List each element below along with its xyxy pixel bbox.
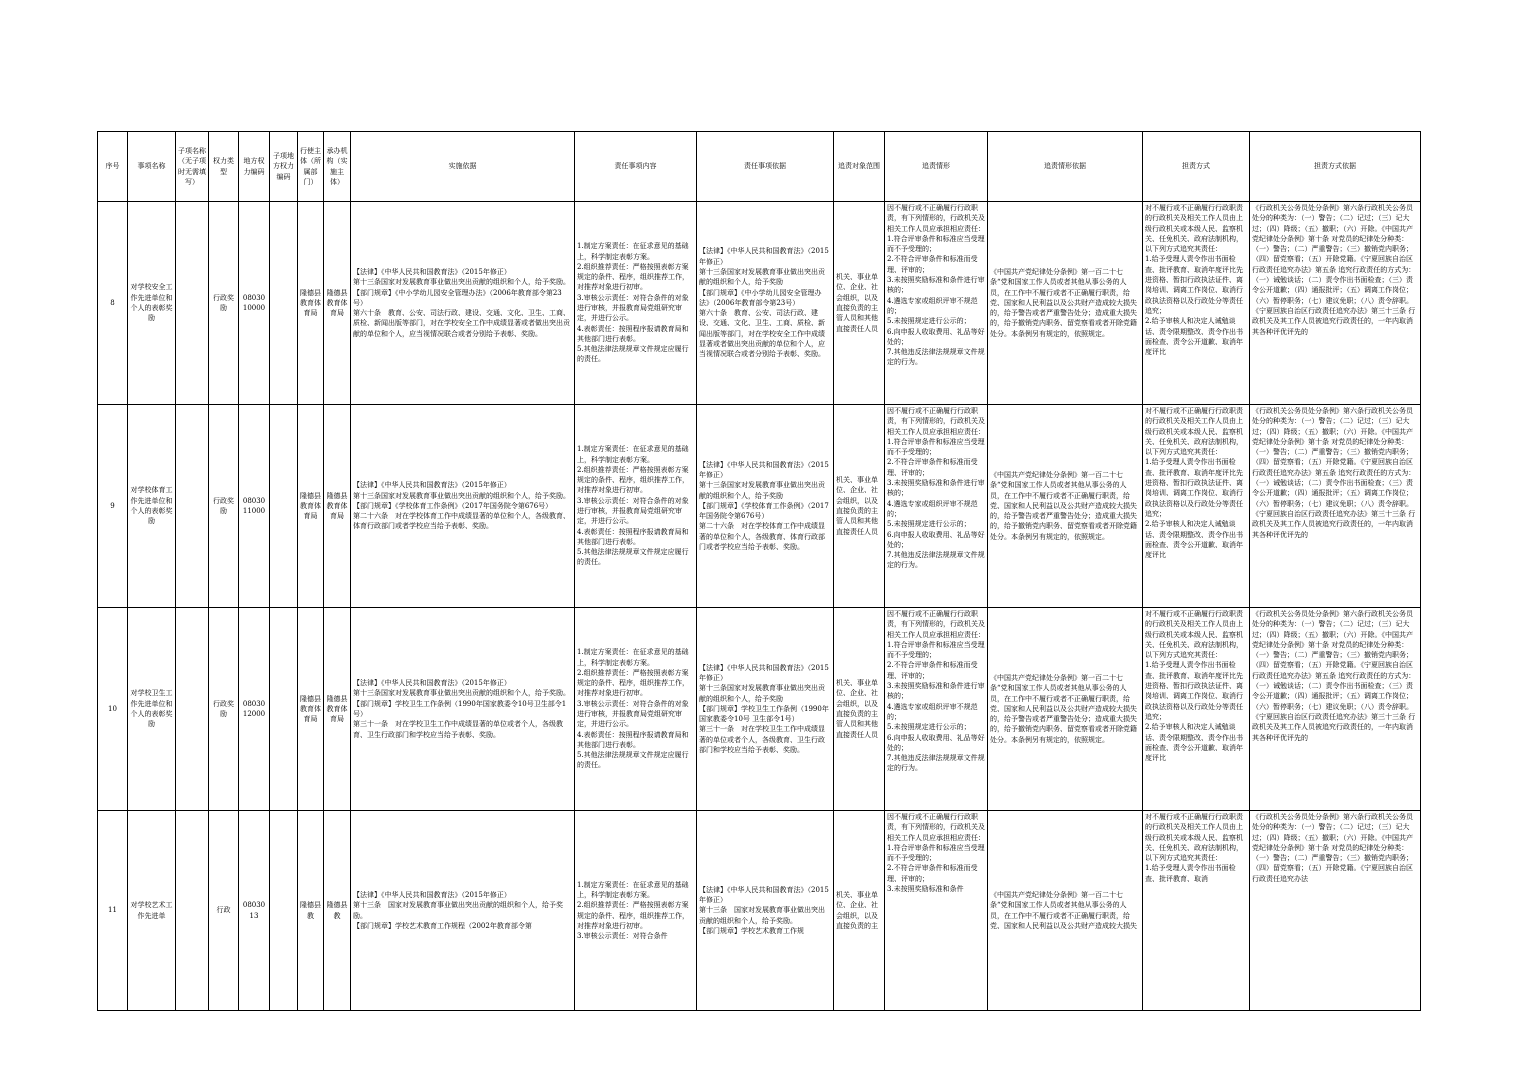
cell-duty-content-text: 1.制定方案责任：在征求意见的基础上，科学制定表彰方案。 2.组织推荐责任：严格按照表彰方案规定的条件、程序，组织推荐工作，对推荐对象进行初审。 3.审核公示责任：对符合条件的对象进行审核，并报教育局党组研究审定，并进行公示。 4.表彰责任：按照程序报请教育局和其他部门进行表彰。 5.其他法律法规规章文件规定应履行的责任。 (577, 648, 689, 770)
cell-accountability-basis-text: 《中国共产党纪律处分条例》第一百二十七条“党和国家工作人员或者其他从事公务的人员，在工作中不履行或者不正确履行职责，给党、国家和人民利益以及公共财产造成较大损失的，给予警告或者严重警告处分；造成重大损失的，给予撤销党内职务、留党察看或者开除党籍处分。本条例另有规定的，依照规定。 (990, 470, 1137, 541)
cell-duty-basis (697, 202, 834, 405)
cell-power-type: 行政奖励 (209, 608, 239, 811)
cell-duty-content (575, 608, 697, 811)
cell-duty-content-text: 1.制定方案责任：在征求意见的基础上，科学制定表彰方案。 2.组织推荐责任：严格按照表彰方案规定的条件、程序，组织推荐工作，对推荐对象进行初审。 3.审核公示责任：对符合条件 (577, 880, 689, 941)
cell-seq: 8 (98, 202, 128, 405)
cell-item-name: 对学校艺术工作先进单 (128, 811, 176, 1011)
cell-implementing-org: 隆德县教育体育局 (324, 608, 351, 811)
cell-seq: 10 (98, 608, 128, 811)
cell-accountability-basis (988, 811, 1143, 1011)
table-row (98, 811, 1421, 1011)
cell-punishment-basis (1250, 405, 1421, 608)
cell-implementing-org: 隆德县教育体育局 (324, 202, 351, 405)
cell-implementing-org: 隆德县教 (324, 811, 351, 1011)
cell-punishment-basis-text: 《行政机关公务员处分条例》第六条行政机关公务员处分的种类为：（一）警告；（二）记过；（三）记大过；（四）降级；（五）撤职；（六）开除。《中国共产党纪律处分条例》第十条 对党员的纪律处分种类：（一）警告；（二）严重警告；（三）撤销党内职务；（四）留党察看；（五）开除党籍。《宁夏回族自治区行政责任追究办法》第五条 追究行政责任的方式为：（一）诫勉谈话；（二）责令作出书面检查；（三）责令公开道歉；（四）通报批评；（五）调离工作岗位；（六）暂停职务；（七）建议免职；（八）责令辞职。《宁夏回族自治区行政责任追究办法》第三十三条 行政机关及其工作人员被追究行政责任的，一年内取消其各种评优评先的 (1252, 610, 1416, 742)
col-header-duty-basis: 责任事项依据 (697, 132, 834, 202)
cell-punishment-basis (1250, 202, 1421, 405)
col-header-punishment-basis: 担责方式依据 (1250, 132, 1421, 202)
cell-sub-item-name (176, 202, 209, 405)
cell-seq: 11 (98, 811, 128, 1011)
cell-sub-item-name (176, 405, 209, 608)
cell-duty-content (575, 811, 697, 1011)
cell-accountability-situations (885, 811, 988, 1011)
cell-duty-basis-text: 【法律】《中华人民共和国教育法》（2015年修正） 第十三条国家对发展教育事业做出突出贡献的组织和个人，给予奖励 【部门规章】《中小学幼儿园安全管理办法》（2006年教育部令第23号） 第六十条 教育、公安、司法行政、建设、交通、文化、卫生、工商、质检、新闻出版等部门，对在学校安全工作中成绩显著或者做出突出贡献的单位和个人，应当视情况联合或者分别给予表彰、奖励。 (699, 247, 829, 359)
col-header-implementing-org: 承办机构（实施主体） (324, 132, 351, 202)
header-row (98, 132, 1421, 202)
cell-accountability-situations-text: 因不履行或不正确履行行政职责，有下列情形的，行政机关及相关工作人员应承担相应责任： 1.符合评审条件和标准应当受理而不予受理的； 2.不符合评审条件和标准而受理、评审的； 3.未按照奖励标准和条件进行审核的； 4.遴选专家或组织评审不规范的； 5.未按照规定进行公示的； 6.向申报人收取费用、礼品等好处的； 7.其他违反法律法规规章文件规定的行为。 (887, 204, 985, 367)
cell-punishment-method (1143, 405, 1250, 608)
cell-punishment-method-text: 对不履行或不正确履行行政职责的行政机关及相关工作人员由上级行政机关或本级人民、监察机关、任免机关、政府法制机构，以下列方式追究其责任： 1.给予受理人责令作出书面检查、批评教育、取消年度评比先进资格、暂扣行政执法证件、离岗培训、调离工作岗位、取消行政执法资格以及行政处分等责任追究； 2.给予审核人和决定人诫勉谈话、责令限期整改、责令作出书面检查、责令公开道歉、取消年度评比 (1145, 610, 1243, 763)
col-header-exercising-body: 行使主体（所属部门） (298, 132, 324, 202)
cell-exercising-body: 隆德县教 (298, 811, 324, 1011)
cell-duty-content-text: 1.制定方案责任：在征求意见的基础上，科学制定表彰方案。 2.组织推荐责任：严格按照表彰方案规定的条件、程序，组织推荐工作，对推荐对象进行初审。 3.审核公示责任：对符合条件的对象进行审核，并报教育局党组研究审定，并进行公示。 4.表彰责任：按照程序报请教育局和其他部门进行表彰。 5.其他法律法规规章文件规定应履行的责任。 (577, 445, 689, 567)
col-header-seq: 序号 (98, 132, 128, 202)
cell-sub-local-code (270, 405, 298, 608)
cell-power-type: 行政奖励 (209, 202, 239, 405)
cell-sub-local-code (270, 811, 298, 1011)
col-header-sub-item-name: 子项名称（无子项时无需填写） (176, 132, 209, 202)
col-header-duty-content: 责任事项内容 (575, 132, 697, 202)
cell-sub-item-name (176, 608, 209, 811)
col-header-accountability-basis: 追责情形依据 (988, 132, 1143, 202)
cell-duty-content (575, 405, 697, 608)
cell-punishment-basis-text: 《行政机关公务员处分条例》第六条行政机关公务员处分的种类为：（一）警告；（二）记过；（三）记大过；（四）降级；（五）撤职；（六）开除。《中国共产党纪律处分条例》第十条 对党员的纪律处分种类：（一）警告；（二）严重警告；（三）撤销党内职务；（四）留党察看；（五）开除党籍。《宁夏回族自治区行政责任追究办法》第五条 追究行政责任的方式为：（一）诫勉谈话；（二）责令作出书面检查；（三）责令公开道歉；（四）通报批评；（五）调离工作岗位；（六）暂停职务；（七）建议免职；（八）责令辞职。《宁夏回族自治区行政责任追究办法》第三十三条 行政机关及其工作人员被追究行政责任的，一年内取消其各种评优评先的 (1252, 407, 1416, 539)
cell-local-code: 0803013 (239, 811, 270, 1011)
cell-basis-text: 【法律】《中华人民共和国教育法》（2015年修正） 第十三条国家对发展教育事业做出突出贡献的组织和个人，给予奖励。 【部门规章】学校卫生工作条例（1990年国家教委令10号卫生部令1号） 第三十一条 对在学校卫生工作中成绩显著的单位或者个人，各级教育、卫生行政部门和学校应当给予表彰、奖励。 (353, 679, 570, 739)
cell-local-code: 0803011000 (239, 405, 270, 608)
cell-power-type: 行政奖励 (209, 405, 239, 608)
cell-basis-text: 【法律】《中华人民共和国教育法》（2015年修正） 第十三条国家对发展教育事业做出突出贡献的组织和个人，给予奖励。 【部门规章】《学校体育工作条例》（2017年国务院令第676号） 第二十六条 对在学校体育工作中成绩显著的单位和个人，各级教育、体育行政部门或者学校应当给予表彰、奖励。 (353, 481, 570, 531)
cell-punishment-basis-text: 《行政机关公务员处分条例》第六条行政机关公务员处分的种类为：（一）警告；（二）记过；（三）记大过；（四）降级；（五）撤职；（六）开除。《中国共产党纪律处分条例》第十条 对党员的纪律处分种类：（一）警告；（二）严重警告；（三）撤销党内职务；（四）留党察看；（五）开除党籍。《宁夏回族自治区行政责任追究办法》第五条 追究行政责任的方式为：（一）诫勉谈话；（二）责令作出书面检查；（三）责令公开道歉；（四）通报批评；（五）调离工作岗位；（六）暂停职务；（七）建议免职；（八）责令辞职。《宁夏回族自治区行政责任追究办法》第三十三条 行政机关及其工作人员被追究行政责任的，一年内取消其各种评优评先的 (1252, 204, 1416, 336)
cell-item-name: 对学校安全工作先进单位和个人的表彰奖励 (128, 202, 176, 405)
cell-punishment-method (1143, 608, 1250, 811)
cell-duty-basis (697, 405, 834, 608)
cell-duty-basis-text: 【法律】《中华人民共和国教育法》（2015年修正） 第十三条 国家对发展教育事业做出突出贡献的组织和个人，给予奖励。 【部门规章】学校艺术教育工作规 (699, 885, 829, 935)
col-header-power-type: 权力类型 (209, 132, 239, 202)
cell-accountability-situations-text: 因不履行或不正确履行行政职责，有下列情形的，行政机关及相关工作人员应承担相应责任： 1.符合评审条件和标准应当受理而不予受理的； 2.不符合评审条件和标准而受理、评审的； 3.未按照奖励标准和条件进行审核的； 4.遴选专家或组织评审不规范的； 5.未按照规定进行公示的； 6.向申报人收取费用、礼品等好处的； 7.其他违反法律法规规章文件规定的行为。 (887, 610, 985, 773)
col-header-local-code: 地方权力编码 (239, 132, 270, 202)
col-header-accountability-situations: 追责情形 (885, 132, 988, 202)
col-header-punishment-method: 担责方式 (1143, 132, 1250, 202)
cell-accountability-situations (885, 202, 988, 405)
cell-exercising-body: 隆德县教育体育局 (298, 405, 324, 608)
cell-exercising-body: 隆德县教育体育局 (298, 608, 324, 811)
cell-punishment-method-text: 对不履行或不正确履行行政职责的行政机关及相关工作人员由上级行政机关或本级人民、监察机关、任免机关、政府法制机构，以下列方式追究其责任： 1.给予受理人责令作出书面检查、批评教育、取消年度评比先进资格、暂扣行政执法证件、离岗培训、调离工作岗位、取消行政执法资格以及行政处分等责任追究； 2.给予审核人和决定人诫勉谈话、责令限期整改、责令作出书面检查、责令公开道歉、取消年度评比 (1145, 407, 1243, 560)
cell-basis (351, 202, 575, 405)
cell-accountability-situations (885, 608, 988, 811)
cell-punishment-method-text: 对不履行或不正确履行行政职责的行政机关及相关工作人员由上级行政机关或本级人民、监察机关、任免机关、政府法制机构，以下列方式追究其责任： 1.给予受理人责令作出书面检查、批评教育、取消年度评比先进资格、暂扣行政执法证件、离岗培训、调离工作岗位、取消行政执法资格以及行政处分等责任追究； 2.给予审核人和决定人诫勉谈话、责令限期整改、责令作出书面检查、责令公开道歉、取消年度评比 (1145, 204, 1243, 357)
cell-duty-basis-text: 【法律】《中华人民共和国教育法》（2015年修正） 第十三条国家对发展教育事业做出突出贡献的组织和个人，给予奖励 【部门规章】学校卫生工作条例（1990年国家教委令10号 卫生部令1号） 第三十一条 对在学校卫生工作中成绩显著的单位或者个人，各级教育、卫生行政部门和学校应当给予表彰、奖励。 (699, 663, 829, 755)
cell-seq: 9 (98, 405, 128, 608)
cell-basis (351, 405, 575, 608)
cell-sub-item-name (176, 811, 209, 1011)
table-row (98, 202, 1421, 405)
col-header-accountability-scope: 追责对象范围 (834, 132, 885, 202)
cell-accountability-scope: 机关、事业单位、企业、社会组织，以及直接负责的主 (834, 811, 885, 1011)
cell-duty-basis (697, 811, 834, 1011)
responsibility-list-table (97, 131, 1420, 941)
cell-accountability-situations-text: 因不履行或不正确履行行政职责，有下列情形的，行政机关及相关工作人员应承担相应责任： 1.符合评审条件和标准应当受理而不予受理的； 2.不符合评审条件和标准而受理、评审的； 3.未按照奖励标准和条件进行审核的； 4.遴选专家或组织评审不规范的； 5.未按照规定进行公示的； 6.向申报人收取费用、礼品等好处的； 7.其他违反法律法规规章文件规定的行为。 (887, 407, 985, 570)
table-row (98, 405, 1421, 608)
cell-punishment-method (1143, 811, 1250, 1011)
cell-punishment-method (1143, 202, 1250, 405)
cell-duty-basis-text: 【法律】《中华人民共和国教育法》（2015年修正） 第十三条国家对发展教育事业做出突出贡献的组织和个人，给予奖励 【部门规章】《学校体育工作条例》（2017年国务院令第676号） 第二十六条 对在学校体育工作中成绩显著的单位和个人，各级教育、体育行政部门或者学校应当给予表彰、奖励。 (699, 460, 829, 552)
cell-sub-local-code (270, 608, 298, 811)
cell-basis (351, 608, 575, 811)
cell-accountability-scope: 机关、事业单位、企业、社会组织，以及直接负责的主管人员和其他直接责任人员 (834, 202, 885, 405)
cell-basis (351, 811, 575, 1011)
cell-accountability-basis-text: 《中国共产党纪律处分条例》第一百二十七条“党和国家工作人员或者其他从事公务的人员，在工作中不履行或者不正确履行职责，给党、国家和人民利益以及公共财产造成较大损失的，给予警告或者严重警告处分；造成重大损失的，给予撤销党内职务、留党察看或者开除党籍处分。本条例另有规定的，依照规定。 (990, 267, 1137, 338)
cell-accountability-scope: 机关、事业单位、企业、社会组织，以及直接负责的主管人员和其他直接责任人员 (834, 608, 885, 811)
cell-item-name: 对学校卫生工作先进单位和个人的表彰奖励 (128, 608, 176, 811)
cell-basis-text: 【法律】《中华人民共和国教育法》（2015年修正） 第十三条国家对发展教育事业做出突出贡献的组织和个人，给予奖励。 【部门规章】《中小学幼儿园安全管理办法》（2006年教育部令第23号） 第六十条 教育、公安、司法行政、建设、交通、文化、卫生、工商、质检、新闻出版等部门，对在学校安全工作中成绩显著或者做出突出贡献的单位和个人，应当视情况联合或者分别给予表彰、奖励。 (353, 267, 570, 338)
cell-implementing-org: 隆德县教育体育局 (324, 405, 351, 608)
col-header-sub-local-code: 子项地方权力编码 (270, 132, 298, 202)
table-row (98, 608, 1421, 811)
cell-item-name: 对学校体育工作先进单位和个人的表彰奖励 (128, 405, 176, 608)
cell-accountability-basis (988, 608, 1143, 811)
cell-local-code: 0803012000 (239, 608, 270, 811)
cell-accountability-basis-text: 《中国共产党纪律处分条例》第一百二十七条“党和国家工作人员或者其他从事公务的人员，在工作中不履行或者不正确履行职责，给党、国家和人民利益以及公共财产造成较大损失 (990, 890, 1137, 930)
cell-punishment-method-text: 对不履行或不正确履行行政职责的行政机关及相关工作人员由上级行政机关或本级人民、监察机关、任免机关、政府法制机构，以下列方式追究其责任： 1.给予受理人责令作出书面检查、批评教育、取消 (1145, 813, 1243, 883)
col-header-item-name: 事项名称 (128, 132, 176, 202)
cell-accountability-situations (885, 405, 988, 608)
cell-sub-local-code (270, 202, 298, 405)
cell-duty-content-text: 1.制定方案责任：在征求意见的基础上，科学制定表彰方案。 2.组织推荐责任：严格按照表彰方案规定的条件、程序，组织推荐工作，对推荐对象进行初审。 3.审核公示责任：对符合条件的对象进行审核，并报教育局党组研究审定，并进行公示。 4.表彰责任：按照程序报请教育局和其他部门进行表彰。 5.其他法律法规规章文件规定应履行的责任。 (577, 242, 689, 364)
cell-basis-text: 【法律】《中华人民共和国教育法》（2015年修正） 第十三条 国家对发展教育事业做出突出贡献的组织和个人，给予奖励。 【部门规章】学校艺术教育工作规程（2002年教育部令第 (353, 890, 563, 930)
cell-punishment-basis (1250, 811, 1421, 1011)
cell-accountability-situations-text: 因不履行或不正确履行行政职责，有下列情形的，行政机关及相关工作人员应承担相应责任： 1.符合评审条件和标准应当受理而不予受理的； 2.不符合评审条件和标准而受理、评审的； 3.未按照奖励标准和条件 (887, 813, 985, 894)
cell-accountability-basis (988, 202, 1143, 405)
cell-duty-basis (697, 608, 834, 811)
cell-exercising-body: 隆德县教育体育局 (298, 202, 324, 405)
col-header-basis: 实施依据 (351, 132, 575, 202)
cell-duty-content (575, 202, 697, 405)
cell-accountability-scope: 机关、事业单位、企业、社会组织，以及直接负责的主管人员和其他直接责任人员 (834, 405, 885, 608)
cell-punishment-basis-text: 《行政机关公务员处分条例》第六条行政机关公务员处分的种类为：（一）警告；（二）记过；（三）记大过；（四）降级；（五）撤职；（六）开除。《中国共产党纪律处分条例》第十条 对党员的纪律处分种类：（一）警告；（二）严重警告；（三）撤销党内职务；（四）留党察看；（五）开除党籍。《宁夏回族自治区行政责任追究办法 (1252, 813, 1413, 883)
cell-power-type: 行政 (209, 811, 239, 1011)
data-table (97, 131, 1421, 1011)
cell-accountability-basis (988, 405, 1143, 608)
cell-punishment-basis (1250, 608, 1421, 811)
cell-local-code: 0803010000 (239, 202, 270, 405)
cell-accountability-basis-text: 《中国共产党纪律处分条例》第一百二十七条“党和国家工作人员或者其他从事公务的人员，在工作中不履行或者不正确履行职责，给党、国家和人民利益以及公共财产造成较大损失的，给予警告或者严重警告处分；造成重大损失的，给予撤销党内职务、留党察看或者开除党籍处分。本条例另有规定的，依照规定。 (990, 673, 1137, 744)
